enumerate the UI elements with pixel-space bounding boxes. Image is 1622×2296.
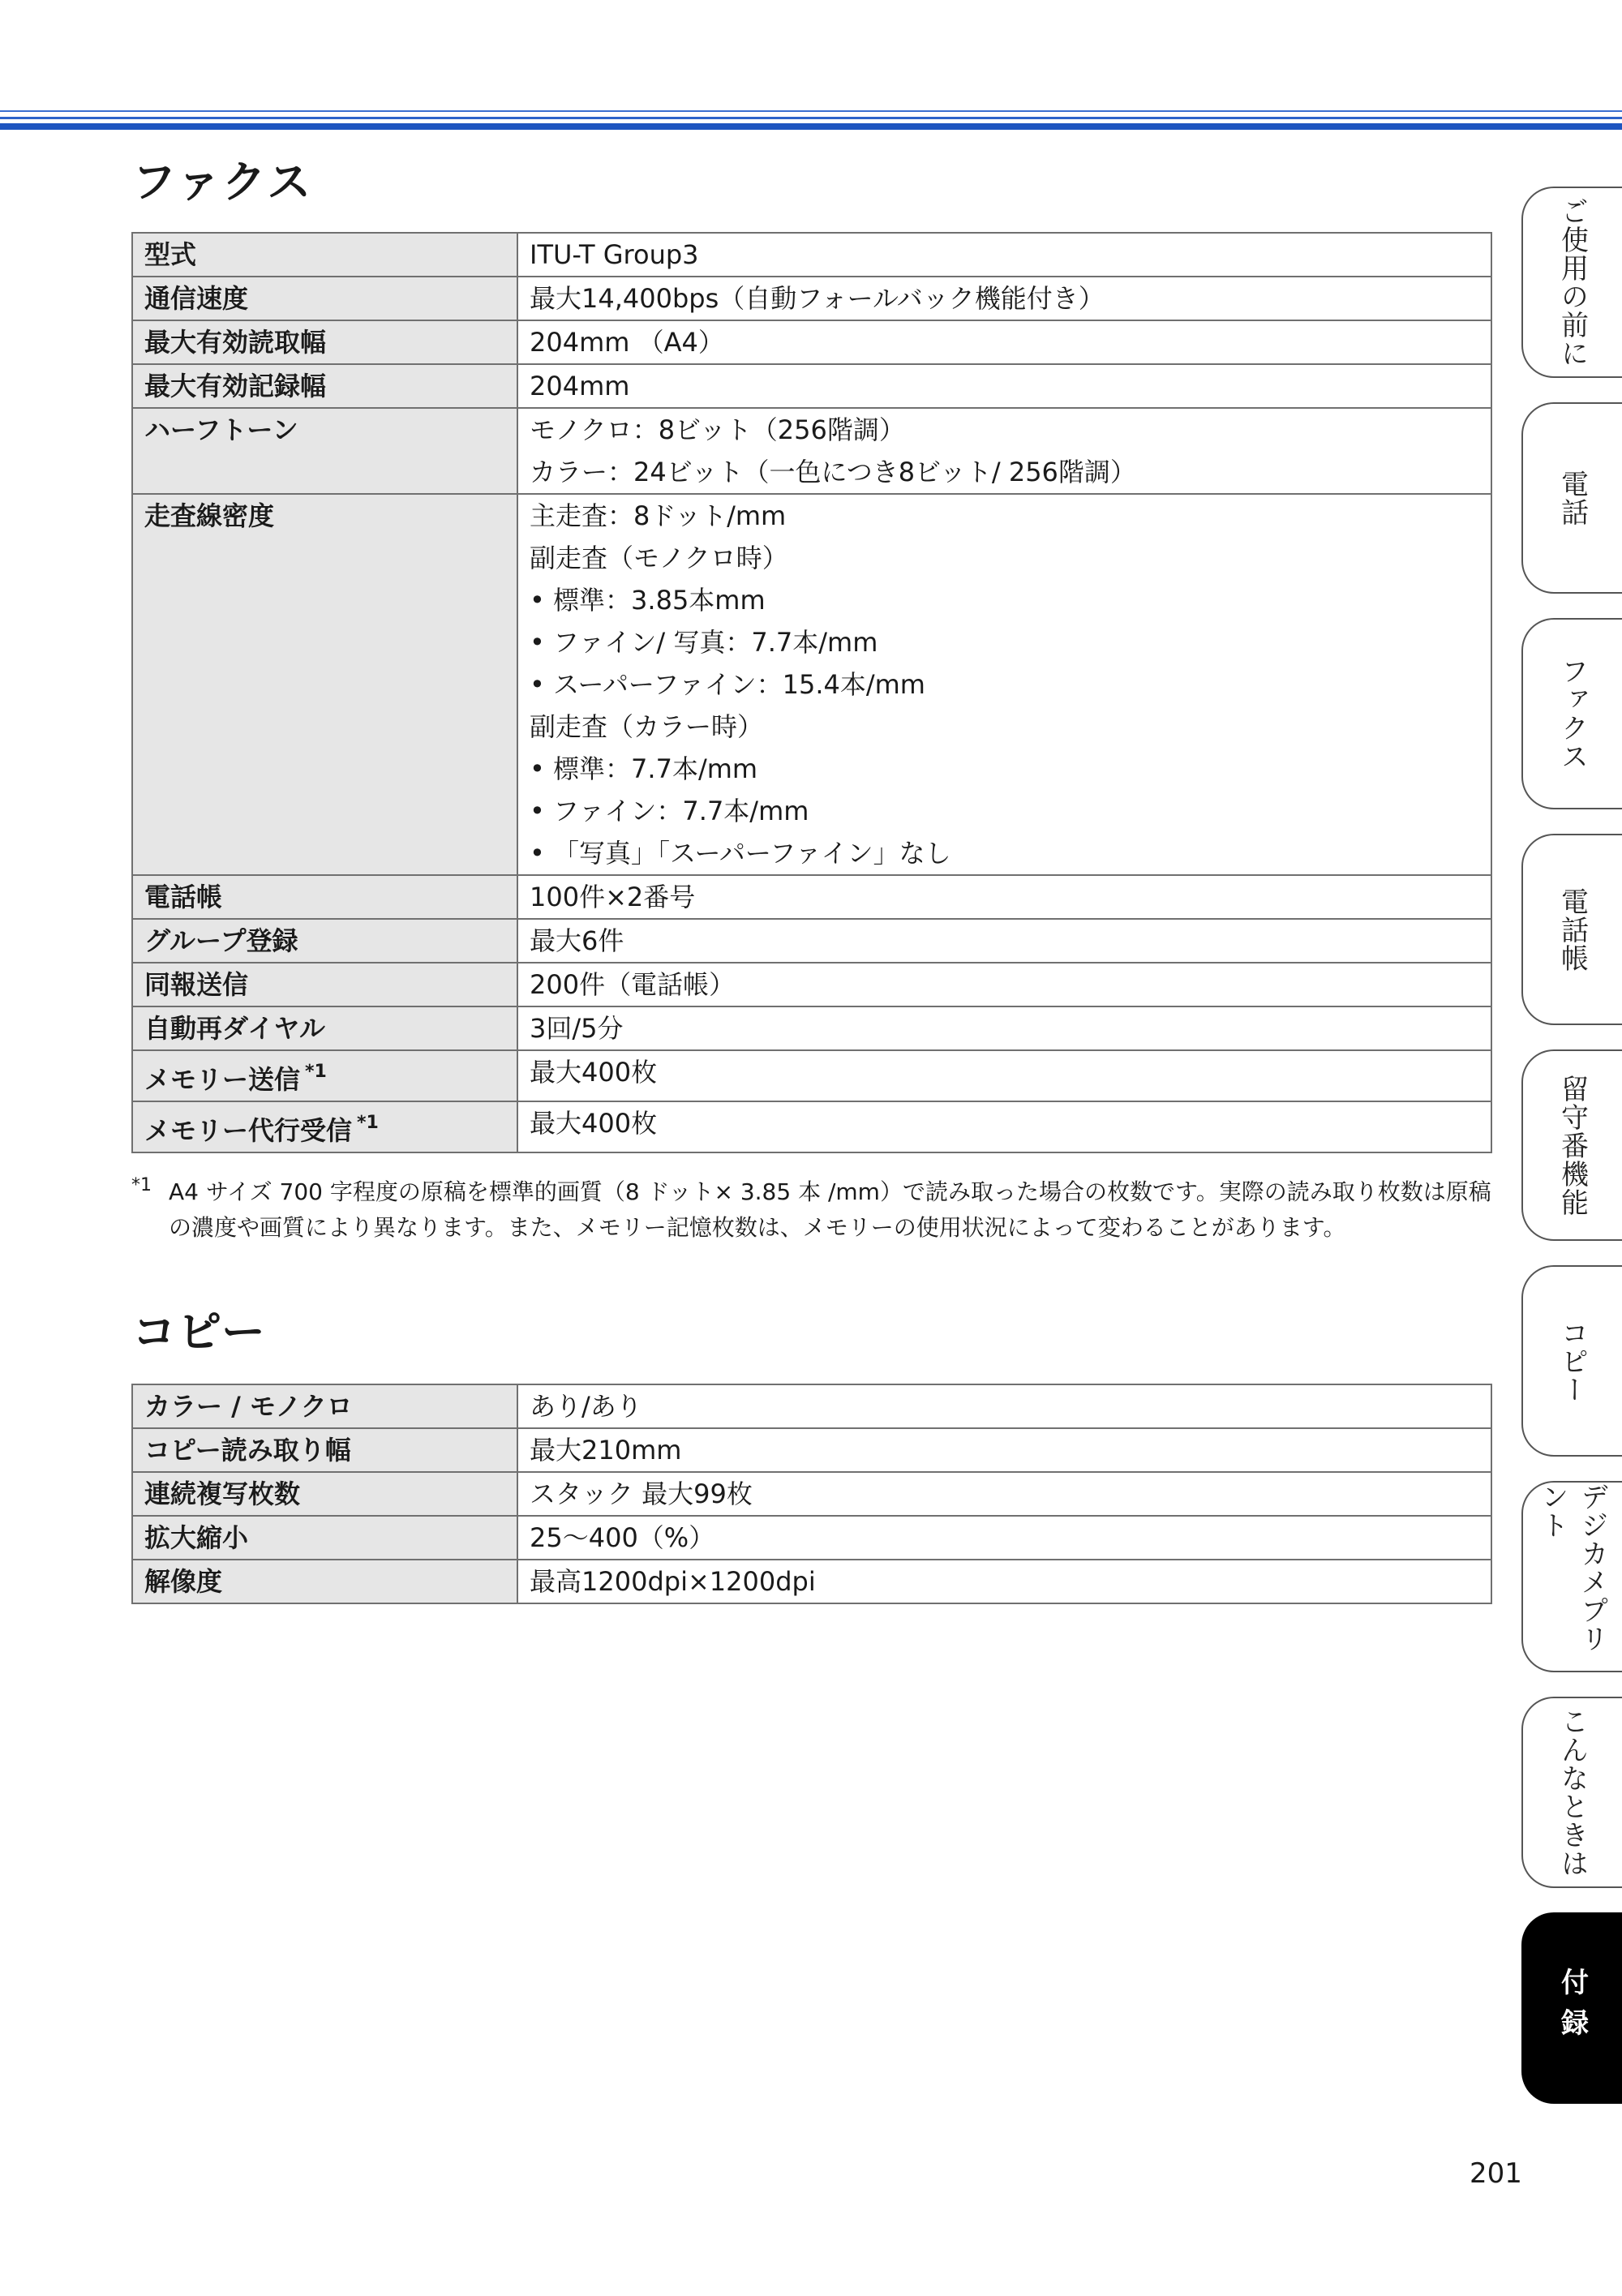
table-row (132, 233, 1491, 277)
spec-value: あり/あり (517, 1384, 1491, 1428)
table-row (132, 1428, 1491, 1472)
table-row (132, 277, 1491, 320)
bullet-item: • スーパーファイン：15.4本/mm (530, 663, 1491, 706)
bullet-item: • 標準：7.7本/mm (530, 748, 1491, 790)
spec-value: 204mm （A4） (517, 320, 1491, 364)
spec-value: 最大400枚 (517, 1101, 1491, 1152)
bullet-item: • 「写真」「スーパーファイン」なし (530, 832, 1491, 874)
spec-value: 204mm (517, 364, 1491, 408)
spec-key: 最大有効読取幅 (132, 320, 517, 364)
table-row (132, 320, 1491, 364)
side-tab-phonebook[interactable] (1521, 834, 1622, 1025)
table-row (132, 1516, 1491, 1560)
fax-section-title: ファクス (132, 157, 313, 208)
side-tab-before-use[interactable] (1521, 187, 1622, 378)
table-row (132, 1472, 1491, 1516)
header-rule-mid (0, 117, 1622, 119)
side-tab-label: 付録 (1555, 1968, 1589, 2049)
footnote-mark: *1 (305, 1062, 327, 1082)
table-row (132, 963, 1491, 1006)
side-tab-label: 留守番機能 (1555, 1074, 1589, 1217)
table-row (132, 364, 1491, 408)
side-tab-answering[interactable] (1521, 1049, 1622, 1241)
footnote-mark: *1 (131, 1175, 152, 1195)
table-row (132, 408, 1491, 494)
spec-key: カラー / モノクロ (132, 1384, 517, 1428)
side-tab-troubleshooting[interactable] (1521, 1697, 1622, 1888)
side-tab-appendix[interactable] (1521, 1912, 1622, 2104)
table-row (132, 1006, 1491, 1050)
side-tab-label: 電話 (1555, 470, 1589, 526)
spec-value: 最大400枚 (517, 1050, 1491, 1101)
header-rule-thin (0, 110, 1622, 112)
spec-value: 100件×2番号 (517, 875, 1491, 919)
spec-value: スタック 最大99枚 (517, 1472, 1491, 1516)
spec-key: メモリー送信 $^{*1}$ (132, 1050, 517, 1101)
fax-spec-table (131, 232, 1492, 1153)
spec-value: ITU-T Group3 (517, 233, 1491, 277)
spec-key: 通信速度 (132, 277, 517, 320)
side-tab-phone[interactable] (1521, 402, 1622, 594)
copy-spec-table (131, 1384, 1492, 1604)
table-row (132, 494, 1491, 875)
spec-key: 電話帳 (132, 875, 517, 919)
spec-value: 最大210mm (517, 1428, 1491, 1472)
fax-footnote (131, 1174, 1502, 1246)
bullet-item: • ファイン：7.7本/mm (530, 790, 1491, 832)
side-tab-label: こんなときは (1555, 1707, 1589, 1878)
side-tab-label: ファクス (1555, 657, 1589, 770)
spec-key: 走査線密度 (132, 494, 517, 875)
table-row (132, 1101, 1491, 1152)
spec-value: モノクロ：8ビット（256階調） カラー：24ビット（一色につき8ビット/ 256階調） (517, 408, 1491, 494)
bullet-item: • 標準：3.85本mm (530, 579, 1491, 621)
spec-key: コピー読み取り幅 (132, 1428, 517, 1472)
bullet-item: • ファイン/ 写真：7.7本/mm (530, 621, 1491, 663)
spec-value: 最大14,400bps（自動フォールバック機能付き） (517, 277, 1491, 320)
table-row (132, 919, 1491, 963)
side-tab-photo-print[interactable] (1521, 1481, 1622, 1672)
copy-section-title: コピー (132, 1307, 267, 1358)
table-row (132, 1050, 1491, 1101)
header-rule-thick (0, 123, 1622, 130)
side-tab-label: ご使用の前に (1555, 197, 1589, 367)
spec-value: 25～400（%） (517, 1516, 1491, 1560)
footnote-text: A4 サイズ 700 字程度の原稿を標準的画質（8 ドット× 3.85 本 /mm）で読み取った場合の枚数です。実際の読み取り枚数は原稿の濃度や画質により異なります。また、メモリー記憶枚数は、メモリーの使用状況によって変わることがあります。 (169, 1178, 1491, 1241)
spec-key: 自動再ダイヤル (132, 1006, 517, 1050)
spec-value: 200件（電話帳） (517, 963, 1491, 1006)
table-row (132, 1560, 1491, 1603)
side-tab-label: コピー (1555, 1318, 1589, 1404)
spec-key: 解像度 (132, 1560, 517, 1603)
spec-key: 連続複写枚数 (132, 1472, 517, 1516)
page-number: 201 (1470, 2157, 1522, 2190)
spec-value: 主走査：8ドット/mm 副走査（モノクロ時） • 標準：3.85本mm • ファイン/ 写真：7.7本/mm • スーパーファイン：15.4本/mm 副走査（カラー時） • 標準：7.7本/mm • ファイン：7.7本/mm • 「写真」「スーパーファイン」なし (517, 494, 1491, 875)
footnote-mark: *1 (357, 1113, 379, 1133)
spec-value: 最大6件 (517, 919, 1491, 963)
side-tab-label: 電話帳 (1555, 886, 1589, 972)
table-row (132, 1384, 1491, 1428)
spec-key: メモリー代行受信 $^{*1}$ (132, 1101, 517, 1152)
spec-key: 最大有効記録幅 (132, 364, 517, 408)
spec-value: 最高1200dpi×1200dpi (517, 1560, 1491, 1603)
side-tab-copy[interactable] (1521, 1265, 1622, 1457)
spec-key: 型式 (132, 233, 517, 277)
spec-key: 同報送信 (132, 963, 517, 1006)
side-tab-label: デジカメプリント (1536, 1483, 1608, 1653)
spec-key: グループ登録 (132, 919, 517, 963)
spec-value: 3回/5分 (517, 1006, 1491, 1050)
spec-key: 拡大縮小 (132, 1516, 517, 1560)
spec-key: ハーフトーン (132, 408, 517, 494)
table-row (132, 875, 1491, 919)
side-tab-fax[interactable] (1521, 618, 1622, 809)
